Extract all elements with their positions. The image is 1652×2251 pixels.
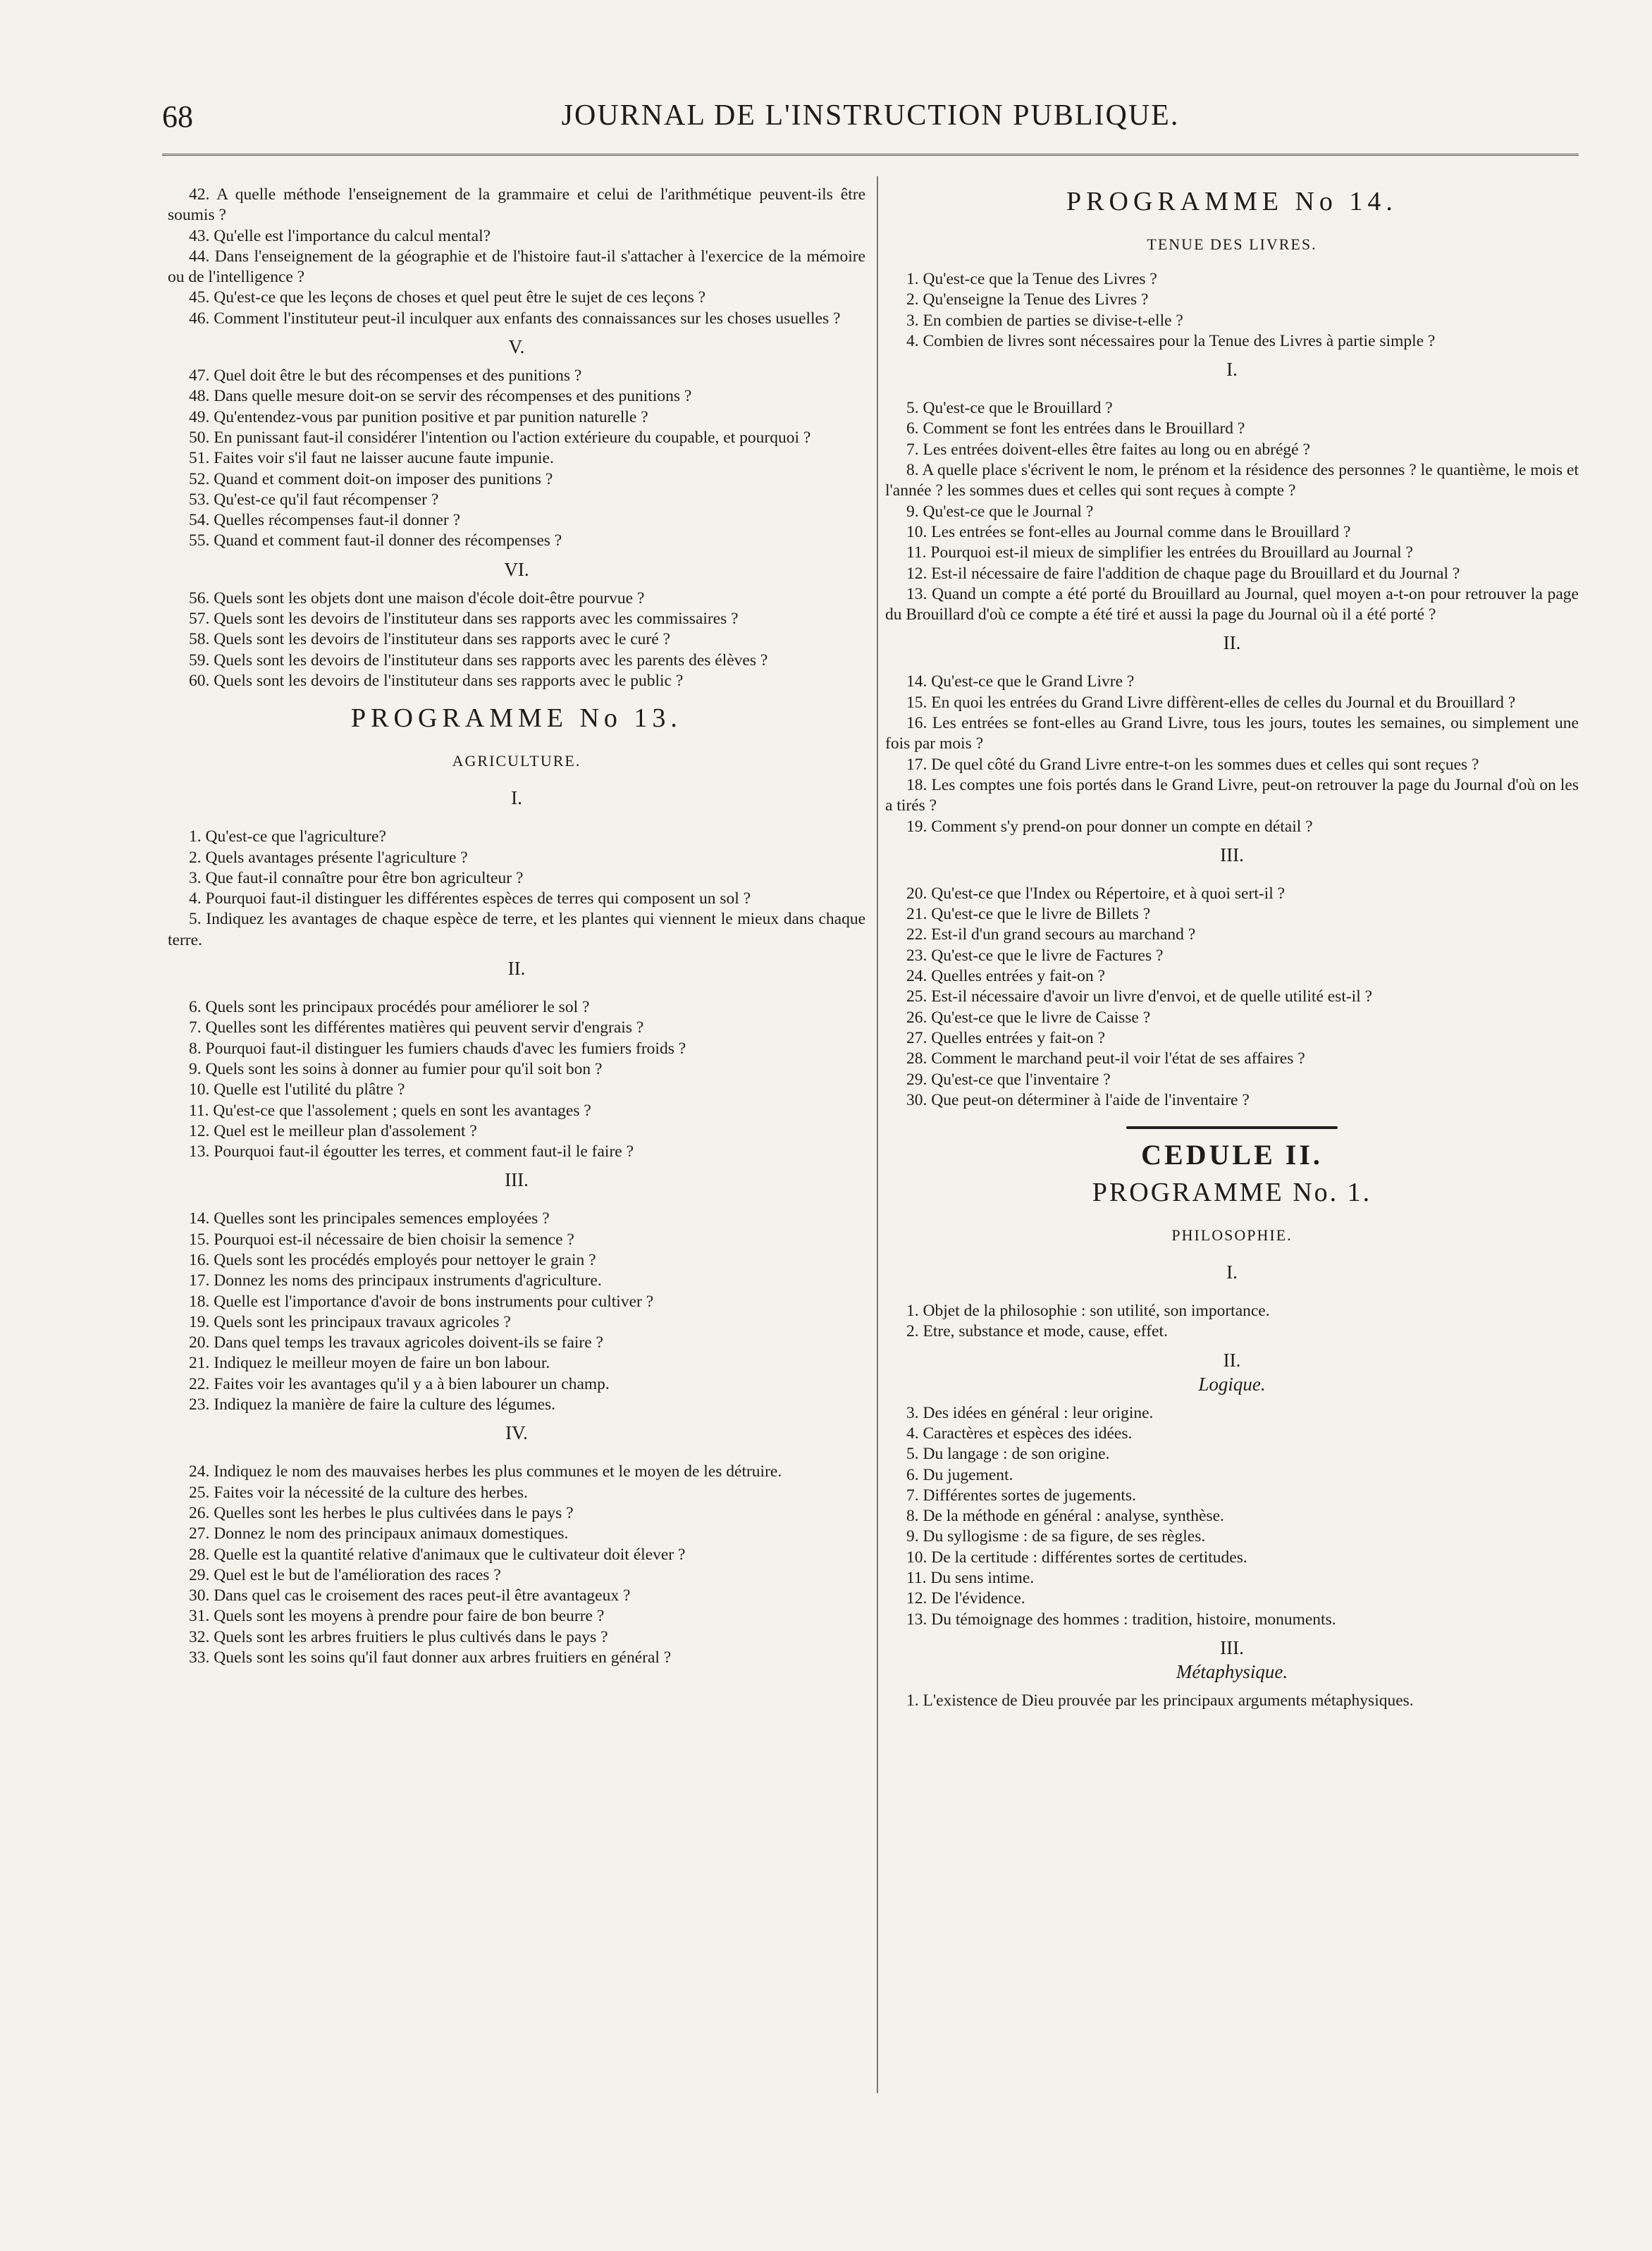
programme-1-title: PROGRAMME No. 1.: [1092, 1178, 1372, 1208]
question-item: 5. Indiquez les avantages de chaque espèce de terre, et les plantes qui viennent le mieux dans chaque terre.: [168, 910, 865, 949]
question-item: 26. Qu'est-ce que le livre de Caisse ?: [906, 1008, 1151, 1027]
question-item: 25. Faites voir la nécessité de la culture des herbes.: [189, 1483, 528, 1502]
question-item: 46. Comment l'instituteur peut-il inculquer aux enfants des connaissances sur les choses usuelles ?: [189, 309, 841, 328]
question-item: 17. De quel côté du Grand Livre entre-t-on les sommes dues et celles qui sont reçues ?: [906, 755, 1479, 774]
journal-title: JOURNAL DE L'INSTRUCTION PUBLIQUE.: [561, 99, 1180, 132]
question-item: 19. Comment s'y prend-on pour donner un compte en détail ?: [906, 817, 1313, 836]
philosophie-section-heading-i: I.: [1226, 1262, 1238, 1283]
section-heading-iii: III.: [1220, 844, 1244, 865]
question-item: 24. Quelles entrées y fait-on ?: [906, 967, 1105, 986]
question-item: 6. Comment se font les entrées dans le Brouillard ?: [906, 419, 1245, 438]
question-item: 7. Différentes sortes de jugements.: [906, 1486, 1136, 1505]
question-item: 15. Pourquoi est-il nécessaire de bien choisir la semence ?: [189, 1230, 574, 1249]
question-item: 11. Pourquoi est-il mieux de simplifier les entrées du Brouillard au Journal ?: [906, 543, 1413, 562]
question-item: 7. Quelles sont les différentes matières qui peuvent servir d'engrais ?: [189, 1018, 644, 1037]
question-item: 22. Faites voir les avantages qu'il y a à bien labourer un champ.: [189, 1374, 610, 1393]
question-item: 22. Est-il d'un grand secours au marchand ?: [906, 925, 1196, 944]
question-item: 12. Est-il nécessaire de faire l'addition de chaque page du Brouillard et du Journal ?: [906, 564, 1460, 583]
philosophie-section-heading-ii: II.: [1223, 1349, 1241, 1371]
section-heading-v: V.: [508, 336, 525, 358]
question-item: 10. Quelle est l'utilité du plâtre ?: [189, 1080, 405, 1099]
programme-1-subject: PHILOSOPHIE.: [1171, 1226, 1293, 1245]
question-item: 6. Quels sont les principaux procédés pour améliorer le sol ?: [189, 998, 590, 1017]
header-rule: [162, 154, 1579, 156]
question-item: 18. Quelle est l'importance d'avoir de bons instruments pour cultiver ?: [189, 1292, 654, 1311]
question-item: 60. Quels sont les devoirs de l'instituteur dans ses rapports avec le public ?: [189, 671, 684, 690]
question-item: 9. Quels sont les soins à donner au fumier pour qu'il soit bon ?: [189, 1059, 603, 1078]
question-item: 1. Qu'est-ce que l'agriculture?: [189, 827, 386, 846]
question-item: 2. Quels avantages présente l'agriculture ?: [189, 848, 468, 867]
question-item: 20. Dans quel temps les travaux agricoles doivent-ils se faire ?: [189, 1333, 603, 1352]
question-item: 57. Quels sont les devoirs de l'instituteur dans ses rapports avec les commissaires ?: [189, 610, 739, 629]
question-item: 52. Quand et comment doit-on imposer des punitions ?: [189, 469, 553, 488]
philosophie-section-iii-items: [885, 1691, 1579, 1711]
ornament-rule: [1126, 1126, 1338, 1129]
question-item: 11. Qu'est-ce que l'assolement ; quels en sont les avantages ?: [189, 1101, 591, 1120]
question-item: 8. De la méthode en général : analyse, synthèse.: [906, 1507, 1224, 1526]
question-item: 12. Quel est le meilleur plan d'assolement ?: [189, 1121, 477, 1140]
question-item: 56. Quels sont les objets dont une maison d'école doit-être pourvue ?: [189, 588, 645, 608]
cedule-heading: CEDULE II.: [1141, 1139, 1323, 1171]
section-heading-i: I.: [511, 787, 522, 809]
metaphysique-heading: Métaphysique.: [1176, 1660, 1288, 1682]
question-item: 13. Pourquoi faut-il égoutter les terres, et comment faut-il le faire ?: [189, 1142, 634, 1161]
question-item: 49. Qu'entendez-vous par punition positive et par punition naturelle ?: [189, 407, 648, 426]
question-item: 7. Les entrées doivent-elles être faites au long ou en abrégé ?: [906, 440, 1310, 459]
section-heading-ii: II.: [1223, 632, 1241, 654]
question-item: 3. En combien de parties se divise-t-elle ?: [906, 311, 1183, 330]
question-item: 17. Donnez les noms des principaux instruments d'agriculture.: [189, 1271, 602, 1290]
section-ii-questions: [168, 997, 865, 1162]
question-item: 53. Qu'est-ce qu'il faut récompenser ?: [189, 490, 439, 509]
page-header: [162, 99, 1579, 148]
question-item: 3. Que faut-il connaître pour être bon agriculteur ?: [189, 868, 524, 887]
question-item: 16. Quels sont les procédés employés pour nettoyer le grain ?: [189, 1250, 596, 1269]
question-item: 9. Du syllogisme : de sa figure, de ses règles.: [906, 1527, 1206, 1546]
section-iii-questions: [168, 1209, 865, 1415]
question-item: 58. Quels sont les devoirs de l'instituteur dans ses rapports avec le curé ?: [189, 630, 670, 649]
question-item: 21. Indiquez le meilleur moyen de faire un bon labour.: [189, 1354, 550, 1373]
question-item: 28. Comment le marchand peut-il voir l'état de ses affaires ?: [906, 1049, 1305, 1068]
question-item: 8. A quelle place s'écrivent le nom, le prénom et la résidence des personnes ? le quantième, le mois et l'année ? les sommes dues et celles qui sont reçues à compte ?: [885, 461, 1579, 500]
section-heading-iii: III.: [505, 1169, 529, 1191]
question-item: 19. Quels sont les principaux travaux agricoles ?: [189, 1312, 511, 1331]
question-item: 20. Qu'est-ce que l'Index ou Répertoire, et à quoi sert-il ?: [906, 884, 1286, 903]
question-item: 1. Qu'est-ce que la Tenue des Livres ?: [906, 270, 1157, 288]
question-item: 29. Quel est le but de l'amélioration des races ?: [189, 1565, 501, 1584]
column-divider: [877, 176, 878, 2093]
question-item: 16. Les entrées se font-elles au Grand Livre, tous les jours, toutes les semaines, ou simplement une fois par mois ?: [885, 714, 1579, 753]
question-item: 4. Caractères et espèces des idées.: [906, 1424, 1133, 1443]
question-item: 54. Quelles récompenses faut-il donner ?: [189, 511, 461, 530]
question-item: 59. Quels sont les devoirs de l'instituteur dans ses rapports avec les parents des élèves ?: [189, 650, 768, 670]
left-column: [168, 185, 865, 1668]
question-item: 1. L'existence de Dieu prouvée par les principaux arguments métaphysiques.: [906, 1691, 1414, 1710]
question-item: 48. Dans quelle mesure doit-on se servir des récompenses et des punitions ?: [189, 387, 692, 406]
question-item: 14. Qu'est-ce que le Grand Livre ?: [906, 672, 1135, 691]
right-column: [885, 185, 1579, 1711]
section-iv-questions: [168, 1462, 865, 1668]
section-heading-i: I.: [1226, 359, 1238, 381]
section-heading-iv: IV.: [505, 1422, 528, 1444]
section-v-questions: [168, 366, 865, 552]
question-item: 2. Qu'enseigne la Tenue des Livres ?: [906, 290, 1149, 309]
question-item: 8. Pourquoi faut-il distinguer les fumiers chauds d'avec les fumiers froids ?: [189, 1039, 686, 1058]
question-item: 47. Quel doit être le but des récompenses et des punitions ?: [189, 366, 582, 386]
question-item: 44. Dans l'enseignement de la géographie et de l'histoire faut-il s'attacher à l'exercice de la mémoire ou de l'intelligence ?: [168, 247, 865, 287]
programme-14-title: PROGRAMME No 14.: [1066, 187, 1398, 216]
intro-questions-list: [168, 185, 865, 329]
section-i-questions: [885, 398, 1579, 625]
question-item: 43. Qu'elle est l'importance du calcul mental?: [189, 226, 491, 245]
question-item: 4. Combien de livres sont nécessaires pour la Tenue des Livres à partie simple ?: [906, 331, 1436, 350]
question-item: 2. Etre, substance et mode, cause, effet.: [906, 1322, 1168, 1341]
question-item: 3. Des idées en général : leur origine.: [906, 1403, 1154, 1422]
question-item: 14. Quelles sont les principales semences employées ?: [189, 1209, 550, 1228]
question-item: 23. Indiquez la manière de faire la culture des légumes.: [189, 1395, 556, 1414]
question-item: 4. Pourquoi faut-il distinguer les différentes espèces de terres qui composent un sol ?: [189, 889, 751, 908]
philosophie-section-i-items: [885, 1301, 1579, 1343]
section-i-questions: [168, 827, 865, 951]
question-item: 32. Quels sont les arbres fruitiers le plus cultivés dans le pays ?: [189, 1627, 608, 1646]
section-iii-questions: [885, 884, 1579, 1111]
philosophie-section-heading-iii: III.: [1220, 1636, 1244, 1658]
question-item: 13. Du témoignage des hommes : tradition, histoire, monuments.: [906, 1610, 1336, 1629]
question-item: 21. Qu'est-ce que le livre de Billets ?: [906, 905, 1151, 924]
question-item: 27. Quelles entrées y fait-on ?: [906, 1028, 1105, 1047]
question-item: 30. Que peut-on déterminer à l'aide de l'inventaire ?: [906, 1090, 1250, 1109]
question-item: 5. Du langage : de son origine.: [906, 1445, 1110, 1464]
question-item: 6. Du jugement.: [906, 1465, 1013, 1484]
question-item: 5. Qu'est-ce que le Brouillard ?: [906, 399, 1113, 418]
question-item: 11. Du sens intime.: [906, 1569, 1035, 1588]
question-item: 1. Objet de la philosophie : son utilité, son importance.: [906, 1302, 1270, 1321]
question-item: 50. En punissant faut-il considérer l'intention ou l'action extérieure du coupable, et pourquoi ?: [189, 428, 811, 447]
question-item: 18. Les comptes une fois portés dans le Grand Livre, peut-on retrouver la page du Journal d'où on les a tirés ?: [885, 775, 1579, 815]
philosophie-section-ii-items: [885, 1403, 1579, 1630]
logique-heading: Logique.: [1198, 1373, 1266, 1395]
question-item: 15. En quoi les entrées du Grand Livre diffèrent-elles de celles du Journal et du Brouillard ?: [906, 693, 1516, 712]
question-item: 55. Quand et comment faut-il donner des récompenses ?: [189, 531, 562, 550]
question-item: 13. Quand un compte a été porté du Brouillard au Journal, quel moyen a-t-on pour retrouver la page du Brouillard d'où ce compte a été tiré et aussi la page du Journal où il a été porté ?: [885, 584, 1579, 624]
programme-14-intro-questions: [885, 269, 1579, 352]
question-item: 29. Qu'est-ce que l'inventaire ?: [906, 1070, 1111, 1089]
question-item: 23. Qu'est-ce que le livre de Factures ?: [906, 946, 1164, 965]
programme-13-title: PROGRAMME No 13.: [351, 703, 682, 734]
question-item: 10. Les entrées se font-elles au Journal comme dans le Brouillard ?: [906, 522, 1351, 541]
question-item: 28. Quelle est la quantité relative d'animaux que le cultivateur doit élever ?: [189, 1545, 686, 1564]
question-item: 24. Indiquez le nom des mauvaises herbes les plus communes et le moyen de les détruire.: [189, 1462, 782, 1481]
question-item: 42. A quelle méthode l'enseignement de la grammaire et celui de l'arithmétique peuvent-ils être soumis ?: [168, 185, 865, 225]
section-heading-ii: II.: [507, 958, 526, 980]
question-item: 45. Qu'est-ce que les leçons de choses et quel peut être le sujet de ces leçons ?: [189, 288, 706, 307]
question-item: 25. Est-il nécessaire d'avoir un livre d'envoi, et de quelle utilité est-il ?: [906, 987, 1373, 1006]
section-ii-questions: [885, 672, 1579, 837]
programme-13-subject: AGRICULTURE.: [452, 752, 581, 770]
section-vi-questions: [168, 588, 865, 691]
question-item: 12. De l'évidence.: [906, 1589, 1025, 1608]
question-item: 30. Dans quel cas le croisement des races peut-il être avantageux ?: [189, 1586, 631, 1605]
question-item: 31. Quels sont les moyens à prendre pour faire de bon beurre ?: [189, 1607, 605, 1626]
programme-14-subject: TENUE DES LIVRES.: [1147, 235, 1317, 253]
section-heading-vi: VI.: [504, 558, 529, 580]
question-item: 27. Donnez le nom des principaux animaux domestiques.: [189, 1524, 569, 1543]
question-item: 26. Quelles sont les herbes le plus cultivées dans le pays ?: [189, 1503, 574, 1522]
question-item: 51. Faites voir s'il faut ne laisser aucune faute impunie.: [189, 449, 554, 468]
question-item: 9. Qu'est-ce que le Journal ?: [906, 502, 1094, 521]
page-number: 68: [162, 99, 193, 134]
question-item: 33. Quels sont les soins qu'il faut donner aux arbres fruitiers en général ?: [189, 1648, 672, 1667]
question-item: 10. De la certitude : différentes sortes de certitudes.: [906, 1548, 1247, 1567]
